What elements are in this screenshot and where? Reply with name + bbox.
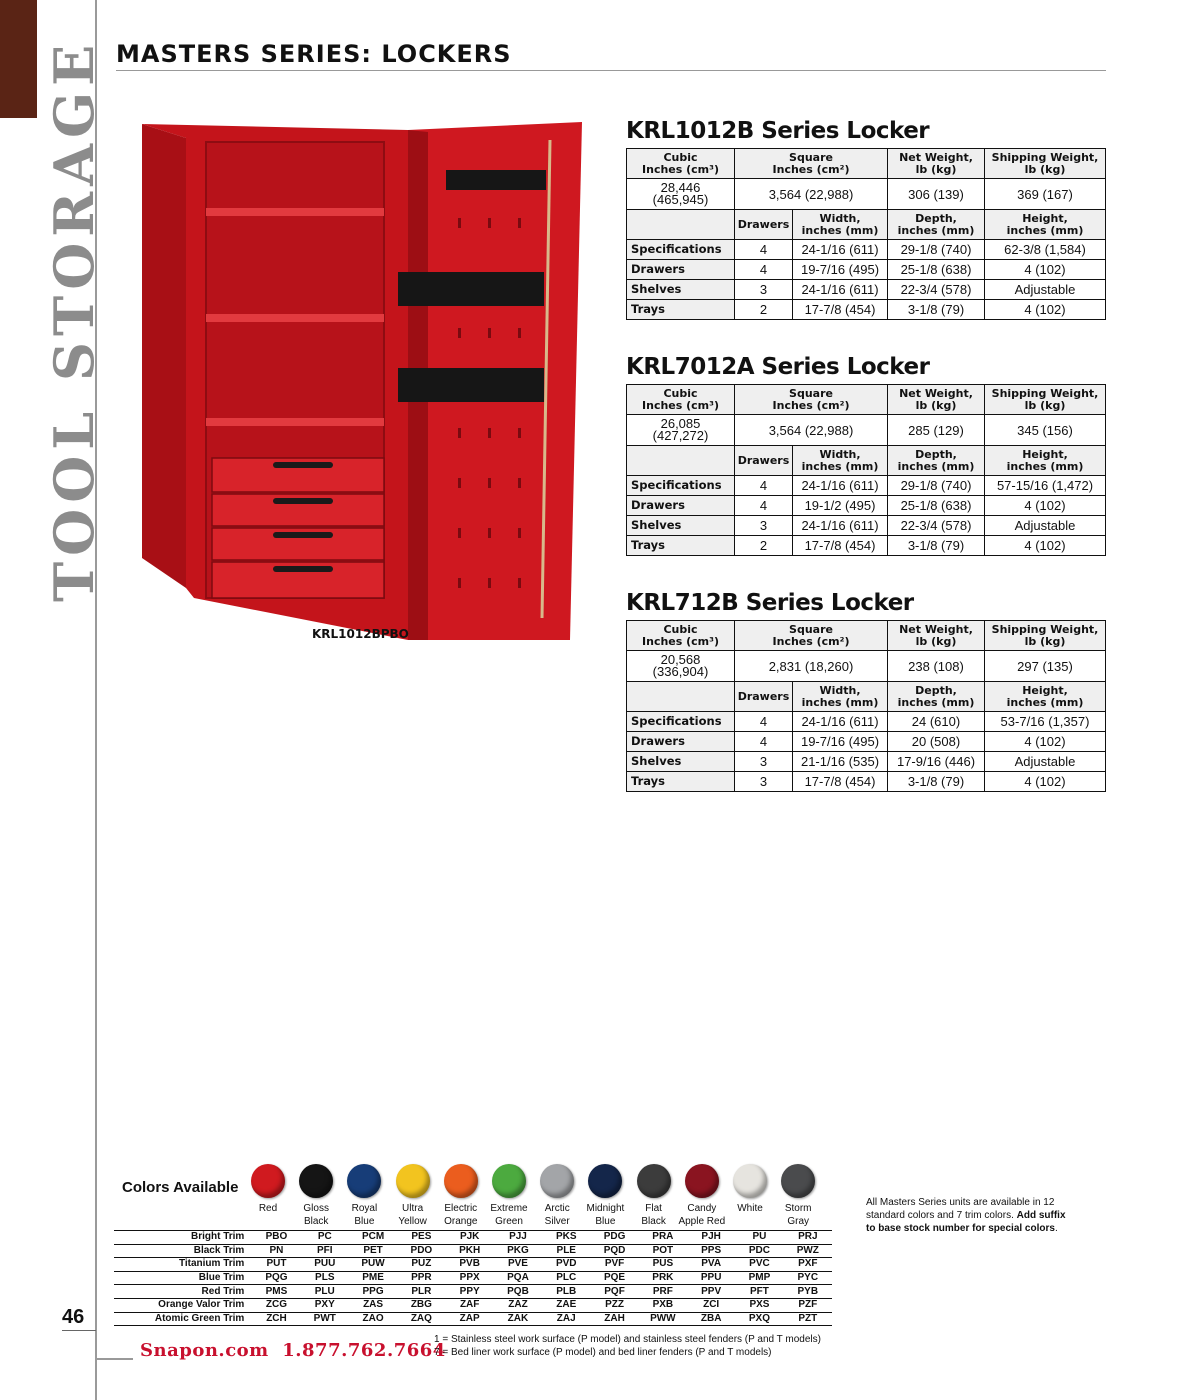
trim-row	[114, 1231, 832, 1245]
trim-row	[114, 1271, 832, 1285]
table-cell: 22-3/4 (578)	[888, 280, 985, 300]
footnote-1: 1 = Stainless steel work surface (P model) and stainless steel fenders (P and T models)	[434, 1334, 821, 1345]
page-title: MASTERS SERIES: LOCKERS	[116, 40, 512, 68]
color-name: Ultra Yellow	[398, 1203, 427, 1227]
trim-name: Blue Trim	[114, 1271, 252, 1285]
color-code: ZCH	[252, 1312, 300, 1326]
trim-name: Bright Trim	[114, 1231, 252, 1245]
row-label: Shelves	[627, 516, 735, 536]
color-code: PC	[301, 1231, 349, 1245]
color-code: PYB	[784, 1285, 832, 1299]
row-label: Shelves	[627, 280, 735, 300]
net-weight-value: 306 (139)	[888, 179, 985, 210]
table-cell: 2	[735, 536, 793, 556]
shipping-weight-value: 345 (156)	[985, 415, 1106, 446]
table-cell: 4	[735, 732, 793, 752]
trim-row	[114, 1258, 832, 1272]
drawers-header: Drawers	[735, 682, 793, 712]
height-header: Height, inches (mm)	[985, 210, 1106, 240]
blank-header-cell	[627, 446, 735, 476]
color-code: PJJ	[494, 1231, 542, 1245]
square-inches-header: Square Inches (cm²)	[735, 385, 888, 415]
trim-name: Black Trim	[114, 1244, 252, 1258]
color-name: Candy Apple Red	[678, 1203, 726, 1227]
shipping-weight-header: Shipping Weight, lb (kg)	[985, 621, 1106, 651]
trim-row	[114, 1244, 832, 1258]
color-code: PRF	[639, 1285, 687, 1299]
color-code: PWW	[639, 1312, 687, 1326]
cubic-inches-header: Cubic Inches (cm³)	[627, 385, 735, 415]
trim-name: Red Trim	[114, 1285, 252, 1299]
trim-name: Atomic Green Trim	[114, 1312, 252, 1326]
table-cell: 3	[735, 752, 793, 772]
color-code: PZZ	[590, 1298, 638, 1312]
table-cell: 24-1/16 (611)	[793, 476, 888, 496]
table-cell: 3-1/8 (79)	[888, 536, 985, 556]
title-divider	[116, 70, 1106, 71]
color-code: PQG	[252, 1271, 300, 1285]
width-header: Width, inches (mm)	[793, 210, 888, 240]
row-label: Trays	[627, 536, 735, 556]
table-cell: 17-7/8 (454)	[793, 536, 888, 556]
color-code: PES	[397, 1231, 445, 1245]
color-code: PVD	[542, 1258, 590, 1272]
color-name: Red	[258, 1203, 278, 1214]
table-cell: 3	[735, 772, 793, 792]
color-code: PRA	[639, 1231, 687, 1245]
color-code: PPV	[687, 1285, 735, 1299]
footer-rule	[97, 1358, 133, 1360]
color-code: PMS	[252, 1285, 300, 1299]
net-weight-header: Net Weight, lb (kg)	[888, 385, 985, 415]
trim-code-table	[114, 1230, 832, 1326]
shipping-weight-header: Shipping Weight, lb (kg)	[985, 385, 1106, 415]
table-cell: 24-1/16 (611)	[793, 516, 888, 536]
color-code: PDO	[397, 1244, 445, 1258]
photo-caption: KRL1012BPBO	[312, 627, 409, 641]
color-code: PLU	[301, 1285, 349, 1299]
page-number-rule	[62, 1330, 96, 1331]
section-tab-title: TOOL STORAGE	[42, 38, 106, 602]
locker-block	[626, 354, 1105, 556]
row-label: Drawers	[627, 260, 735, 280]
color-name: Electric Orange	[444, 1203, 478, 1227]
color-name: White	[737, 1203, 763, 1214]
color-code: PVF	[590, 1258, 638, 1272]
square-inches-header: Square Inches (cm²)	[735, 149, 888, 179]
color-code: PLR	[397, 1285, 445, 1299]
color-code: PQE	[590, 1271, 638, 1285]
row-label: Trays	[627, 772, 735, 792]
color-swatch	[396, 1164, 430, 1198]
net-weight-header: Net Weight, lb (kg)	[888, 621, 985, 651]
table-cell: 22-3/4 (578)	[888, 516, 985, 536]
table-cell: 4 (102)	[985, 772, 1106, 792]
row-label: Specifications	[627, 240, 735, 260]
color-code: ZAQ	[397, 1312, 445, 1326]
color-name: Arctic Silver	[544, 1203, 570, 1227]
table-cell: 4	[735, 496, 793, 516]
color-code: PXS	[735, 1298, 783, 1312]
row-label: Specifications	[627, 476, 735, 496]
blank-header-cell	[627, 682, 735, 712]
depth-header: Depth, inches (mm)	[888, 210, 985, 240]
color-code: PME	[349, 1271, 397, 1285]
color-code: PN	[252, 1244, 300, 1258]
color-code: PLC	[542, 1271, 590, 1285]
trim-row	[114, 1298, 832, 1312]
table-cell: 17-7/8 (454)	[793, 300, 888, 320]
table-cell: 62-3/8 (1,584)	[985, 240, 1106, 260]
table-cell: 17-7/8 (454)	[793, 772, 888, 792]
color-code: PQB	[494, 1285, 542, 1299]
table-cell: 21-1/16 (535)	[793, 752, 888, 772]
color-code: PPX	[446, 1271, 494, 1285]
net-weight-header: Net Weight, lb (kg)	[888, 149, 985, 179]
color-code: PPR	[397, 1271, 445, 1285]
color-code: PXB	[639, 1298, 687, 1312]
color-code: PUT	[252, 1258, 300, 1272]
color-code: PKG	[494, 1244, 542, 1258]
table-row	[627, 536, 1106, 556]
shipping-weight-value: 297 (135)	[985, 651, 1106, 682]
cubic-inches-value: 28,446 (465,945)	[627, 179, 735, 210]
color-name: Storm Gray	[784, 1203, 812, 1227]
locker-spec-table	[626, 620, 1106, 792]
table-cell: 24-1/16 (611)	[793, 240, 888, 260]
color-code: PQD	[590, 1244, 638, 1258]
table-row	[627, 752, 1106, 772]
color-code: PPY	[446, 1285, 494, 1299]
table-row	[627, 516, 1106, 536]
color-code: PFI	[301, 1244, 349, 1258]
table-cell: 53-7/16 (1,357)	[985, 712, 1106, 732]
net-weight-value: 285 (129)	[888, 415, 985, 446]
depth-header: Depth, inches (mm)	[888, 446, 985, 476]
color-code: PUS	[639, 1258, 687, 1272]
color-code: PZF	[784, 1298, 832, 1312]
table-cell: 4 (102)	[985, 536, 1106, 556]
color-code: ZAF	[446, 1298, 494, 1312]
color-code: PZT	[784, 1312, 832, 1326]
color-code: PWT	[301, 1312, 349, 1326]
color-swatch	[733, 1164, 767, 1198]
row-label: Drawers	[627, 496, 735, 516]
row-label: Specifications	[627, 712, 735, 732]
colors-note-end: .	[1054, 1223, 1058, 1234]
color-code: PET	[349, 1244, 397, 1258]
locker-block	[626, 118, 1105, 320]
table-cell: 24 (610)	[888, 712, 985, 732]
color-code: PVA	[687, 1258, 735, 1272]
color-code: PXQ	[735, 1312, 783, 1326]
color-code: PJK	[446, 1231, 494, 1245]
colors-note-text: All Masters Series units are available in 12 standard colors and 7 trim colors.	[866, 1197, 1055, 1221]
table-cell: 24-1/16 (611)	[793, 712, 888, 732]
table-cell: 57-15/16 (1,472)	[985, 476, 1106, 496]
depth-header: Depth, inches (mm)	[888, 682, 985, 712]
color-swatch	[685, 1164, 719, 1198]
table-cell: Adjustable	[985, 280, 1106, 300]
color-swatch	[781, 1164, 815, 1198]
colors-available-label: Colors Available	[122, 1179, 239, 1196]
color-code: PU	[735, 1231, 783, 1245]
color-name: Extreme Green	[490, 1203, 528, 1227]
table-cell: 25-1/8 (638)	[888, 496, 985, 516]
table-cell: Adjustable	[985, 516, 1106, 536]
locker-title: KRL7012A Series Locker	[626, 354, 930, 380]
trim-name: Titanium Trim	[114, 1258, 252, 1272]
color-code: PWZ	[784, 1244, 832, 1258]
color-swatch	[347, 1164, 381, 1198]
trim-name: Orange Valor Trim	[114, 1298, 252, 1312]
cubic-inches-value: 20,568 (336,904)	[627, 651, 735, 682]
table-cell: 19-7/16 (495)	[793, 260, 888, 280]
color-code: ZAE	[542, 1298, 590, 1312]
table-row	[627, 712, 1106, 732]
cubic-inches-header: Cubic Inches (cm³)	[627, 621, 735, 651]
table-cell: 29-1/8 (740)	[888, 476, 985, 496]
table-row	[627, 732, 1106, 752]
square-inches-value: 3,564 (22,988)	[735, 179, 888, 210]
table-cell: 19-1/2 (495)	[793, 496, 888, 516]
color-code: PVB	[446, 1258, 494, 1272]
color-code: PPG	[349, 1285, 397, 1299]
table-cell: 29-1/8 (740)	[888, 240, 985, 260]
page-number: 46	[62, 1306, 85, 1328]
table-cell: 4 (102)	[985, 300, 1106, 320]
square-inches-value: 2,831 (18,260)	[735, 651, 888, 682]
table-cell: 3	[735, 280, 793, 300]
table-cell: 3	[735, 516, 793, 536]
cubic-inches-header: Cubic Inches (cm³)	[627, 149, 735, 179]
color-code: ZAH	[590, 1312, 638, 1326]
locker-title: KRL1012B Series Locker	[626, 118, 930, 144]
locker-title: KRL712B Series Locker	[626, 590, 914, 616]
color-code: PYC	[784, 1271, 832, 1285]
color-code: PVC	[735, 1258, 783, 1272]
table-row	[627, 496, 1106, 516]
table-cell: 4 (102)	[985, 260, 1106, 280]
color-code: PKH	[446, 1244, 494, 1258]
locker-block	[626, 590, 1105, 792]
color-code: PUZ	[397, 1258, 445, 1272]
color-code: ZAP	[446, 1312, 494, 1326]
color-code: PJH	[687, 1231, 735, 1245]
row-label: Trays	[627, 300, 735, 320]
table-cell: 17-9/16 (446)	[888, 752, 985, 772]
color-swatch	[588, 1164, 622, 1198]
color-code: PUU	[301, 1258, 349, 1272]
table-cell: 19-7/16 (495)	[793, 732, 888, 752]
color-code: PBO	[252, 1231, 300, 1245]
square-inches-value: 3,564 (22,988)	[735, 415, 888, 446]
color-code: PKS	[542, 1231, 590, 1245]
section-tab-block	[0, 0, 37, 118]
width-header: Width, inches (mm)	[793, 446, 888, 476]
color-name: Flat Black	[641, 1203, 666, 1227]
row-label: Drawers	[627, 732, 735, 752]
cubic-inches-value: 26,085 (427,272)	[627, 415, 735, 446]
locker-spec-table	[626, 148, 1106, 320]
color-code: ZAS	[349, 1298, 397, 1312]
net-weight-value: 238 (108)	[888, 651, 985, 682]
color-code: PQA	[494, 1271, 542, 1285]
table-cell: 3-1/8 (79)	[888, 300, 985, 320]
color-swatch	[492, 1164, 526, 1198]
locker-spec-table	[626, 384, 1106, 556]
color-code: ZBA	[687, 1312, 735, 1326]
color-swatch	[637, 1164, 671, 1198]
color-code: ZAZ	[494, 1298, 542, 1312]
table-row	[627, 476, 1106, 496]
shipping-weight-header: Shipping Weight, lb (kg)	[985, 149, 1106, 179]
table-cell: 4	[735, 476, 793, 496]
color-code: PMP	[735, 1271, 783, 1285]
table-cell: 4 (102)	[985, 496, 1106, 516]
color-code: PXF	[784, 1258, 832, 1272]
color-code: ZBG	[397, 1298, 445, 1312]
color-code: PVE	[494, 1258, 542, 1272]
color-code: PPS	[687, 1244, 735, 1258]
table-cell: 4	[735, 260, 793, 280]
color-code: PLE	[542, 1244, 590, 1258]
color-name: Gloss Black	[303, 1203, 329, 1227]
color-code: PCM	[349, 1231, 397, 1245]
table-row	[627, 280, 1106, 300]
table-cell: 20 (508)	[888, 732, 985, 752]
color-code: PXY	[301, 1298, 349, 1312]
drawers-header: Drawers	[735, 446, 793, 476]
color-swatch	[540, 1164, 574, 1198]
color-code: PQF	[590, 1285, 638, 1299]
color-name: Royal Blue	[351, 1203, 378, 1227]
color-code: PPU	[687, 1271, 735, 1285]
footer-contact: Snapon.com 1.877.762.7664	[140, 1340, 446, 1361]
height-header: Height, inches (mm)	[985, 446, 1106, 476]
table-cell: 4 (102)	[985, 732, 1106, 752]
color-code: PDG	[590, 1231, 638, 1245]
trim-row	[114, 1312, 832, 1326]
table-row	[627, 300, 1106, 320]
table-cell: Adjustable	[985, 752, 1106, 772]
table-cell: 4	[735, 240, 793, 260]
footnotes	[434, 1334, 821, 1359]
color-code: PLS	[301, 1271, 349, 1285]
table-cell: 25-1/8 (638)	[888, 260, 985, 280]
table-row	[627, 772, 1106, 792]
color-code: PRJ	[784, 1231, 832, 1245]
color-code: PUW	[349, 1258, 397, 1272]
row-label: Shelves	[627, 752, 735, 772]
table-cell: 4	[735, 712, 793, 732]
height-header: Height, inches (mm)	[985, 682, 1106, 712]
color-code: ZCG	[252, 1298, 300, 1312]
color-name: Midnight Blue	[586, 1203, 625, 1227]
footnote-7: 7 = Bed liner work surface (P model) and bed liner fenders (P and T models)	[434, 1346, 772, 1358]
color-code: ZAJ	[542, 1312, 590, 1326]
color-swatch	[299, 1164, 333, 1198]
color-swatch	[251, 1164, 285, 1198]
color-code: PLB	[542, 1285, 590, 1299]
colors-note-bold: Add suffix to base stock number for special colors	[866, 1210, 1066, 1234]
color-code: PFT	[735, 1285, 783, 1299]
square-inches-header: Square Inches (cm²)	[735, 621, 888, 651]
color-code: POT	[639, 1244, 687, 1258]
locker-product-image	[138, 118, 588, 643]
color-code: PDC	[735, 1244, 783, 1258]
table-cell: 2	[735, 300, 793, 320]
color-swatch	[444, 1164, 478, 1198]
table-cell: 24-1/16 (611)	[793, 280, 888, 300]
color-code: PRK	[639, 1271, 687, 1285]
shipping-weight-value: 369 (167)	[985, 179, 1106, 210]
drawers-header: Drawers	[735, 210, 793, 240]
table-cell: 3-1/8 (79)	[888, 772, 985, 792]
blank-header-cell	[627, 210, 735, 240]
table-row	[627, 240, 1106, 260]
width-header: Width, inches (mm)	[793, 682, 888, 712]
colors-note	[866, 1196, 1066, 1235]
table-row	[627, 260, 1106, 280]
color-code: ZCI	[687, 1298, 735, 1312]
color-code: ZAK	[494, 1312, 542, 1326]
color-code: ZAO	[349, 1312, 397, 1326]
trim-row	[114, 1285, 832, 1299]
